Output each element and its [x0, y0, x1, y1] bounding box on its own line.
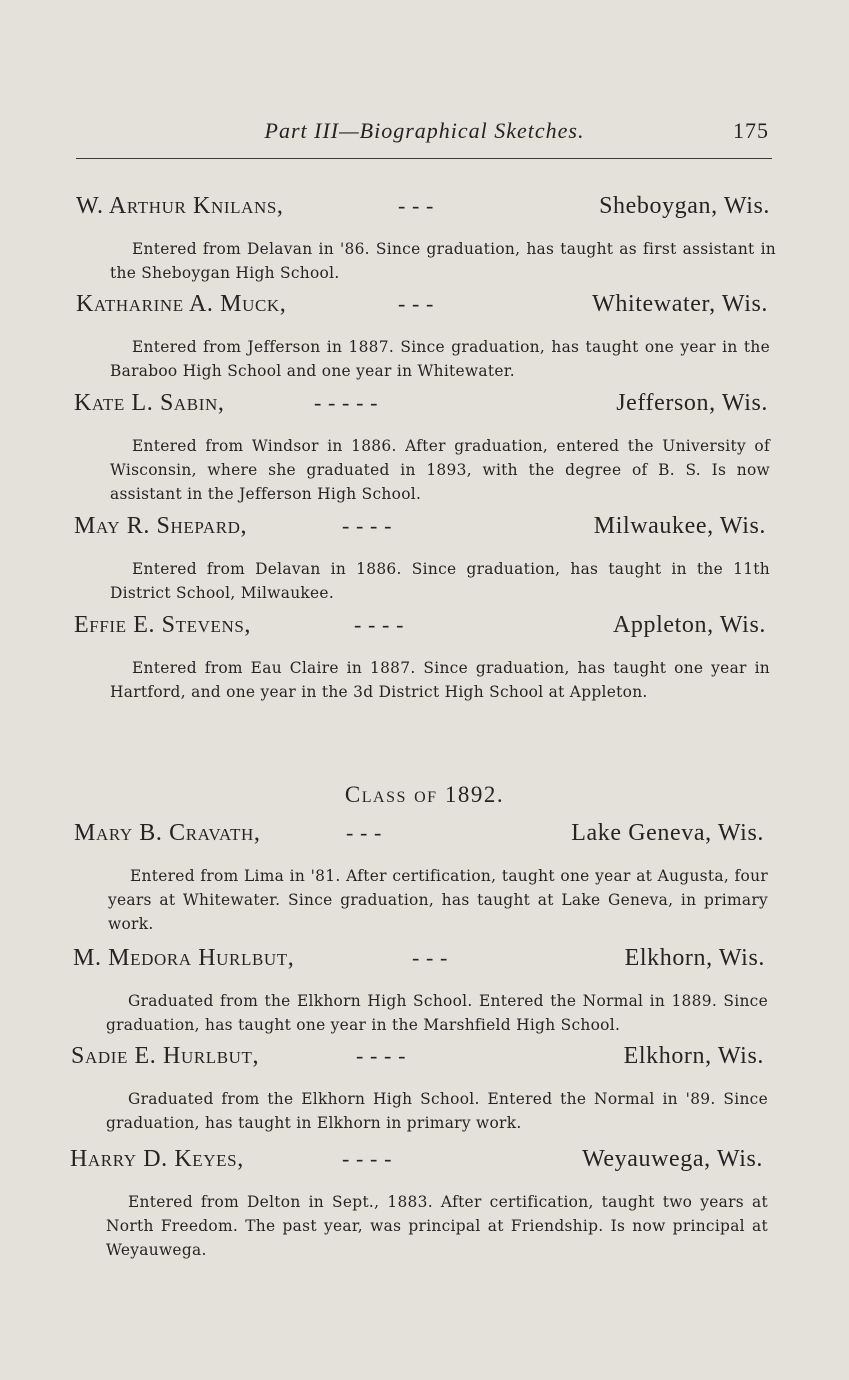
entry-name: Kate L. Sabin, [74, 390, 225, 416]
entry-dashes: - - - - [354, 612, 405, 637]
entry-sabin [0, 390, 849, 506]
entry-place: Elkhorn, Wis. [623, 1043, 764, 1069]
header-rule [76, 158, 772, 159]
entry-name: May R. Shepard, [74, 513, 248, 539]
entry-heading [0, 1146, 849, 1178]
entry-description: Graduated from the Elkhorn High School. Entered the Normal in '89. Since graduation, has taught in Elkhorn in primary work. [106, 1090, 768, 1132]
page-number: 175 [733, 118, 769, 143]
entry-name: Effie E. Stevens, [74, 612, 251, 638]
entry-dashes: - - - - [342, 513, 393, 538]
entry-place: Appleton, Wis. [613, 612, 766, 638]
entry-name: Harry D. Keyes, [70, 1146, 244, 1172]
entry-cravath [0, 820, 849, 936]
entry-description: Entered from Delavan in 1886. Since graduation, has taught in the 11th District School, Milwaukee. [110, 560, 770, 602]
entry-name: M. Medora Hurlbut, [73, 945, 295, 971]
running-head [76, 118, 773, 148]
entry-heading [0, 390, 849, 422]
entry-dashes: - - - - [356, 1043, 407, 1068]
entry-place: Lake Geneva, Wis. [571, 820, 764, 846]
class-heading: Class of 1892. [344, 782, 505, 807]
entry-description: Entered from Windsor in 1886. After graduation, entered the University of Wisconsin, where she graduated in 1893, with the degree of B. S. Is now assistant in the Jefferson High School. [110, 437, 770, 503]
entry-name: Sadie E. Hurlbut, [71, 1043, 260, 1069]
entry-heading [0, 513, 849, 545]
entry-heading [0, 1043, 849, 1075]
entry-description: Entered from Lima in '81. After certification, taught one year at Augusta, four years at Whitewater. Since graduation, has taught at Lake Geneva, in primary work. [108, 867, 768, 933]
entry-stevens [0, 612, 849, 704]
entry-place: Jefferson, Wis. [616, 390, 768, 416]
entry-dashes: - - - [346, 820, 382, 845]
entry-description: Entered from Jefferson in 1887. Since graduation, has taught one year in the Baraboo High School and one year in Whitewater. [110, 338, 770, 380]
entry-place: Elkhorn, Wis. [624, 945, 765, 971]
entry-heading [0, 193, 849, 225]
entry-heading [0, 945, 849, 977]
entry-keyes [0, 1146, 849, 1262]
entry-dashes: - - - [412, 945, 448, 970]
entry-description: Entered from Delton in Sept., 1883. After certification, taught two years at North Freedom. The past year, was principal at Friendship. Is now principal at Weyauwega. [106, 1193, 768, 1259]
entry-place: Milwaukee, Wis. [593, 513, 766, 539]
entry-sadie-hurlbut [0, 1043, 849, 1135]
entry-name: W. Arthur Knilans, [76, 193, 284, 219]
entry-description: Entered from Eau Claire in 1887. Since graduation, has taught one year in Hartford, and one year in the 3d District High School at Appleton. [110, 659, 770, 701]
entry-name: Mary B. Cravath, [74, 820, 261, 846]
running-title: Part III—Biographical Sketches. [264, 118, 585, 143]
entry-knilans [0, 193, 849, 285]
entry-medora-hurlbut [0, 945, 849, 1037]
entry-name: Katharine A. Muck, [76, 291, 287, 317]
entry-heading [0, 291, 849, 323]
entry-place: Weyauwega, Wis. [582, 1146, 763, 1172]
entry-dashes: - - - [398, 193, 434, 218]
entry-dashes: - - - - - [314, 390, 379, 415]
entry-description: Graduated from the Elkhorn High School. Entered the Normal in 1889. Since graduation, has taught one year in the Marshfield High School. [106, 992, 768, 1034]
entry-heading [0, 820, 849, 852]
entry-muck [0, 291, 849, 383]
entry-heading [0, 612, 849, 644]
entry-dashes: - - - [398, 291, 434, 316]
entry-place: Whitewater, Wis. [592, 291, 768, 317]
entry-place: Sheboygan, Wis. [599, 193, 770, 219]
entry-dashes: - - - - [342, 1146, 393, 1171]
entry-shepard [0, 513, 849, 605]
entry-description: Entered from Delavan in '86. Since graduation, has taught as first assistant in the Sheboygan High School. [110, 240, 776, 282]
